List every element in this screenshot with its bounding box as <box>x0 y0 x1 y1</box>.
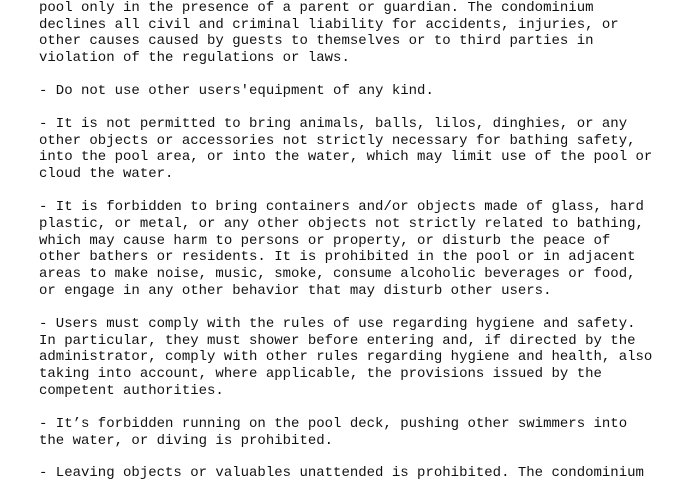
paragraph-equipment-rule <box>39 83 679 100</box>
document-page <box>39 0 679 498</box>
text-line: cloud the water. <box>39 166 174 183</box>
text-line: In particular, they must shower before entering and, if directed by the <box>39 332 636 349</box>
text-line: competent authorities. <box>39 382 224 399</box>
text-line: plastic, or metal, or any other objects not strictly related to bathing, <box>39 215 644 232</box>
text-line: - It is not permitted to bring animals, balls, lilos, dinghies, or any <box>39 115 628 132</box>
text-line: areas to make noise, music, smoke, consume alcoholic beverages or food, <box>39 266 636 283</box>
text-line: - It is forbidden to bring containers and/or objects made of glass, hard <box>39 198 644 215</box>
text-line: - It’s forbidden running on the pool deck, pushing other swimmers into <box>39 415 628 432</box>
paragraph-liability <box>39 0 679 67</box>
paragraph-hygiene-rule <box>39 316 679 400</box>
text-line: violation of the regulations or laws. <box>39 50 350 67</box>
text-line: or engage in any other behavior that may disturb other users. <box>39 282 552 299</box>
text-line: which may cause harm to persons or property, or disturb the peace of <box>39 232 611 249</box>
text-line: pool only in the presence of a parent or guardian. The condominium <box>39 0 594 16</box>
text-line: - Do not use other users'equipment of any kind. <box>39 82 434 99</box>
text-line: the water, or diving is prohibited. <box>39 432 334 449</box>
text-line: declines all civil and criminal liability for accidents, injuries, or <box>39 16 619 33</box>
text-line: other bathers or residents. It is prohibited in the pool or in adjacent <box>39 249 636 266</box>
text-line: - Leaving objects or valuables unattended is prohibited. The condominium <box>39 465 644 482</box>
paragraph-objects-rule <box>39 116 679 183</box>
text-line: other causes caused by guests to themselves or to third parties in <box>39 33 594 50</box>
text-line: administrator, comply with other rules regarding hygiene and health, also <box>39 349 653 366</box>
paragraph-valuables-rule <box>39 465 679 482</box>
paragraph-containers-rule <box>39 199 679 300</box>
text-line: into the pool area, or into the water, which may limit use of the pool or <box>39 149 653 166</box>
paragraph-running-rule <box>39 416 679 450</box>
text-line: other objects or accessories not strictly necessary for bathing safety, <box>39 132 636 149</box>
text-line: taking into account, where applicable, the provisions issued by the <box>39 366 602 383</box>
text-line: - Users must comply with the rules of use regarding hygiene and safety. <box>39 315 636 332</box>
